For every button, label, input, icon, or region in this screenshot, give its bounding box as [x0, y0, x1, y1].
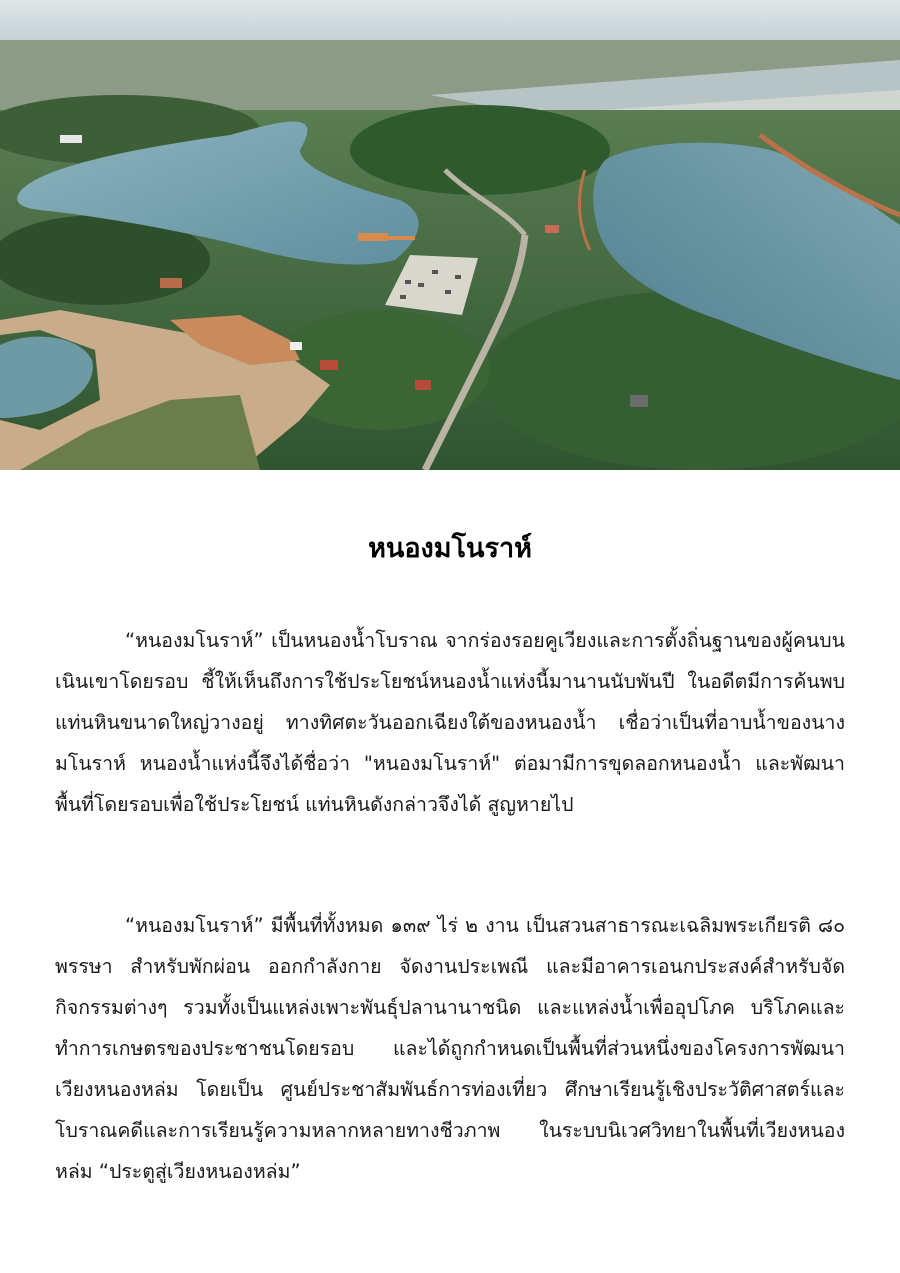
pier — [358, 233, 388, 241]
paragraph-1: “หนองมโนราห์” เป็นหนองน้ำโบราณ จากร่องรอยคูเวียงและการตั้งถิ่นฐานของผู้คนบนเนินเขาโดยรอบ ชี้ให้เห็นถึงการใช้ประโยชน์หนองน้ำแห่งนี้มานานนับพันปี ในอดีตมีการค้นพบแท่นหินขนาดใหญ่วางอยู่ ทางทิศตะวันออกเฉียงใต้ของหนองน้ำ เชื่อว่าเป็นที่อาบน้ำของนางมโนราห์ หนองน้ำแห่งนี้จึงได้ชื่อว่า "หนองมโนราห์" ต่อมามีการขุดลอกหนองน้ำ และพัฒนาพื้นที่โดยรอบเพื่อใช้ประโยชน์ แท่นหินดังกล่าวจึงได้ สูญหายไป — [55, 628, 845, 816]
aerial-photo — [0, 0, 900, 470]
paragraph-2: “หนองมโนราห์” มีพื้นที่ทั้งหมด ๑๓๙ ไร่ ๒ งาน เป็นสวนสาธารณะเฉลิมพระเกียรติ ๘๐ พรรษา สำหรับพักผ่อน ออกกำลังกาย จัดงานประเพณี และมีอาคารเอนกประสงค์สำหรับจัดกิจกรรมต่างๆ รวมทั้งเป็นแหล่งเพาะพันธุ์ปลานานาชนิด และแหล่งน้ำเพื่ออุปโภค บริโภคและทำการเกษตรของประชาชนโดยรอบ และได้ถูกกำหนดเป็นพื้นที่ส่วนหนึ่งของโครงการพัฒนาเวียงหนองหล่ม โดยเป็น ศูนย์ประชาสัมพันธ์การท่องเที่ยว ศึกษาเรียนรู้เชิงประวัติศาสตร์และโบราณคดีและการเรียนรู้ความหลากหลายทางชีวภาพ ในระบบนิเวศวิทยาในพื้นที่เวียงหนองหล่ม “ประตูสู่เวียงหนองหล่ม” — [55, 913, 845, 1183]
aerial-lake-illustration — [0, 0, 900, 470]
page-title: หนองมโนราห์ — [368, 533, 532, 565]
